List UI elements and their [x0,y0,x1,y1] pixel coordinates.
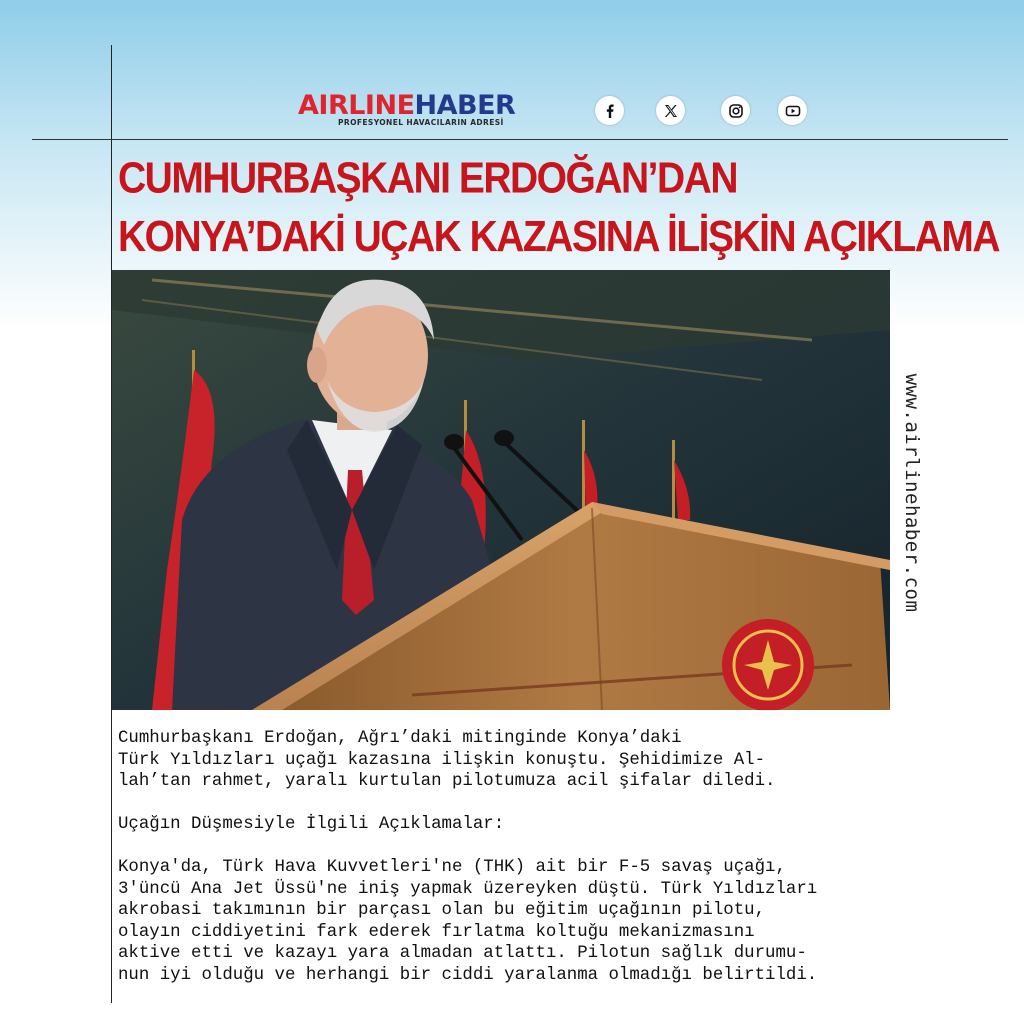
article-body [118,728,998,986]
x-icon [663,103,679,119]
article-subheading: Uçağın Düşmesiyle İlgili Açıklamalar: [118,815,505,834]
headline-line-1: CUMHURBAŞKANI ERDOĞAN’DAN [118,154,737,203]
youtube-icon [785,103,801,119]
header-divider [32,139,1008,140]
article-photo [112,270,890,710]
article-paragraph-1: Cumhurbaşkanı Erdoğan, Ağrı’daki mitinginde Konya’daki Türk Yıldızları uçağı kazasına ilişkin konuştu. Şehidimize Al- lah’tan rahmet, yaralı kurtulan pilotumuza acil şifalar diledi. [118,729,776,791]
instagram-button[interactable] [721,96,750,125]
facebook-button[interactable] [595,96,624,125]
instagram-icon [728,103,744,119]
facebook-icon [602,103,618,119]
speaker-at-podium-illustration [112,270,890,710]
website-url[interactable]: www.airlinehaber.com [901,373,923,613]
logo-tagline: PROFESYONEL HAVACILARIN ADRESİ [338,118,504,127]
x-button[interactable] [656,96,685,125]
youtube-button[interactable] [778,96,807,125]
logo-wordmark: AIRLINEHABER [298,90,516,121]
site-logo[interactable] [298,90,568,132]
headline-line-2: KONYA’DAKİ UÇAK KAZASINA İLİŞKİN AÇIKLAMA [118,212,1000,261]
article-paragraph-2: Konya'da, Türk Hava Kuvvetleri'ne (THK) ait bir F-5 savaş uçağı, 3'üncü Ana Jet Üssü'ne iniş yapmak üzereyken düştü. Türk Yıldızları akrobasi takımının bir parçası olan bu eğitim uçağının pilotu, olayın ciddiyetini fark ederek fırlatma koltuğu mekanizmasını aktive etti ve kazayı yara almadan atlattı. Pilotun sağlık durumu- nun iyi olduğu ve herhangi bir ciddi yaralanma olmadığı belirtildi. [118,858,818,985]
headline [118,150,1000,266]
